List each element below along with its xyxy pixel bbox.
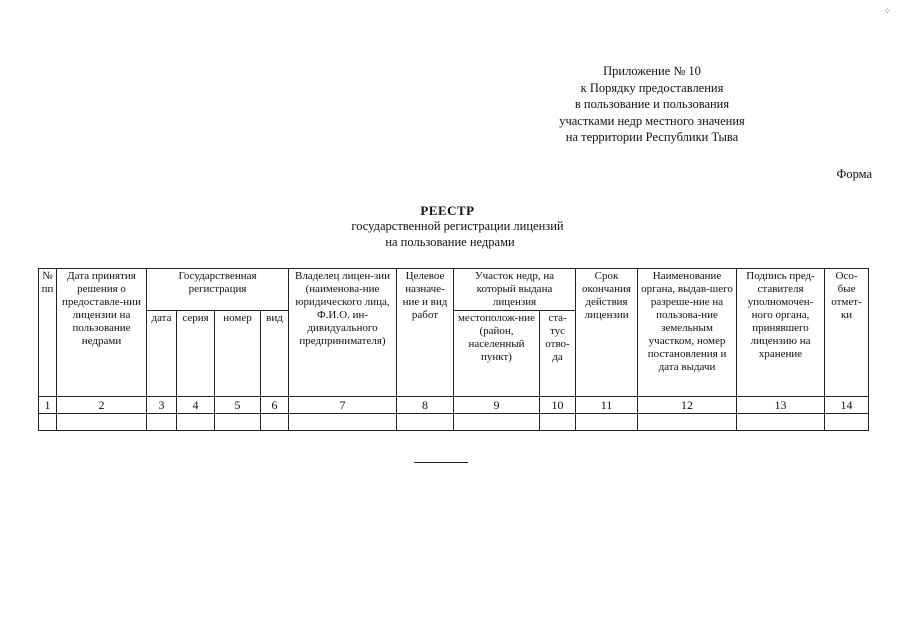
header-col-12: Наименование органа, выдав-шего разреше-ние на пользова-ние земельным участком, номер постановления и дата выдачи	[638, 269, 737, 397]
column-number: 8	[397, 397, 454, 414]
appendix-line-4: участками недр местного значения	[559, 113, 745, 128]
table-cell	[576, 414, 638, 431]
registry-table	[38, 268, 869, 431]
header-row-1	[39, 269, 869, 311]
separator-line	[414, 462, 468, 463]
column-number: 3	[147, 397, 177, 414]
header-col-3: дата	[147, 311, 177, 397]
header-col-11: Срок окончания действия лицензии	[576, 269, 638, 397]
header-group-site: Участок недр, на который выдана лицензия	[454, 269, 576, 311]
header-col-13: Подпись пред-ставителя уполномочен-ного органа, принявшего лицензию на хранение	[737, 269, 825, 397]
header-col-8: Целевое назначе-ние и вид работ	[397, 269, 454, 397]
title-heading: РЕЕСТР	[420, 203, 475, 218]
table-cell	[737, 414, 825, 431]
title-line-2: государственной регистрации лицензий	[351, 219, 564, 233]
table-cell	[540, 414, 576, 431]
header-col-4: серия	[177, 311, 215, 397]
table-cell	[147, 414, 177, 431]
table-cell	[261, 414, 289, 431]
column-number: 2	[57, 397, 147, 414]
column-number: 6	[261, 397, 289, 414]
column-number: 14	[825, 397, 869, 414]
column-number: 9	[454, 397, 540, 414]
header-col-7: Владелец лицен-зии (наименова-ние юридического лица, Ф.И.О. ин-дивидуального предпринимателя)	[289, 269, 397, 397]
column-number: 5	[215, 397, 261, 414]
header-col-6: вид	[261, 311, 289, 397]
table-cell	[825, 414, 869, 431]
column-number: 10	[540, 397, 576, 414]
column-number: 4	[177, 397, 215, 414]
appendix-line-1: Приложение № 10	[603, 64, 701, 78]
column-number: 13	[737, 397, 825, 414]
column-number: 12	[638, 397, 737, 414]
header-col-5: номер	[215, 311, 261, 397]
table-cell	[397, 414, 454, 431]
header-group-registration: Государственная регистрация	[147, 269, 289, 311]
appendix-line-2: к Порядку предоставления	[580, 80, 724, 95]
table-cell	[289, 414, 397, 431]
appendix-block	[502, 63, 802, 146]
column-number: 11	[576, 397, 638, 414]
header-col-10: ста-тус отво-да	[540, 311, 576, 397]
table-cell	[177, 414, 215, 431]
header-col-1: № пп	[39, 269, 57, 397]
table-cell	[638, 414, 737, 431]
document-title	[0, 203, 905, 250]
corner-mark: ⁘	[883, 6, 891, 16]
table-cell	[454, 414, 540, 431]
column-number-row	[39, 397, 869, 414]
header-col-2: Дата принятия решения о предоставле-нии лицензии на пользование недрами	[57, 269, 147, 397]
empty-data-row	[39, 414, 869, 431]
table-cell	[215, 414, 261, 431]
appendix-line-3: в пользование и пользования	[574, 97, 730, 111]
form-label: Форма	[836, 167, 872, 181]
title-line-3: на пользование недрами	[385, 234, 515, 249]
column-number: 1	[39, 397, 57, 414]
table-cell	[57, 414, 147, 431]
table-cell	[39, 414, 57, 431]
appendix-line-5: на территории Республики Тыва	[565, 130, 739, 144]
column-number: 7	[289, 397, 397, 414]
header-col-14: Осо-бые отмет-ки	[825, 269, 869, 397]
header-col-9: местополож-ние (район, населенный пункт)	[454, 311, 540, 397]
